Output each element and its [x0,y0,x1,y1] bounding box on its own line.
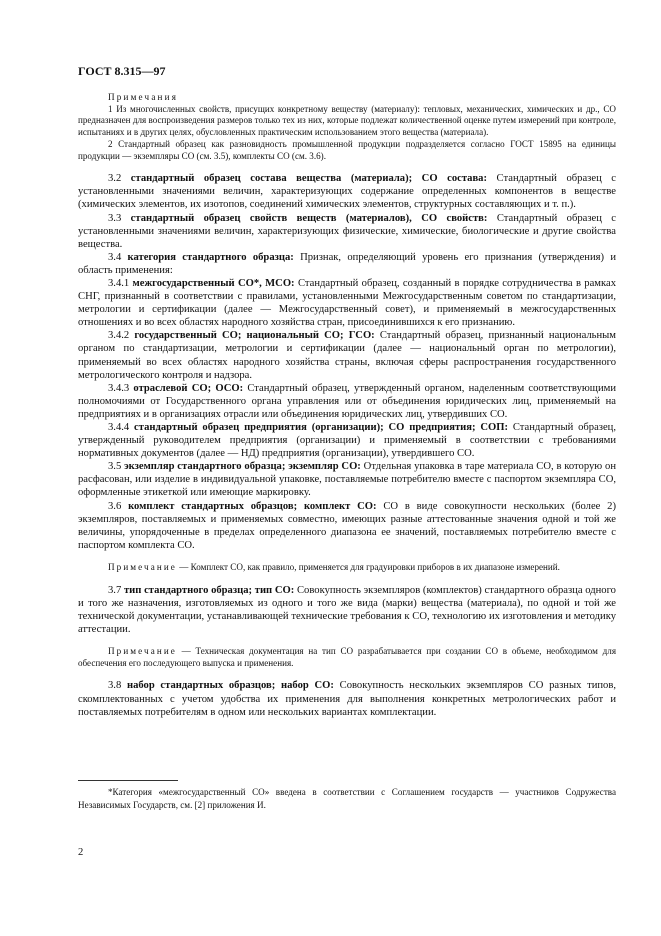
note-3-6: Примечание — Комплект СО, как правило, применяется для градуировки приборов в их диапазоне измерений. [108,561,560,572]
term-3-2: стандартный образец состава вещества (материала); СО состава: [130,173,487,185]
section-3-2: 3.2 стандартный образец состава вещества (материала); СО состава: Стандартный образец с установленными значениями величин, характеризующих содержание определенных компонентов в веществе (химических элементов, их изотопов, соединений химических элементов, структурных составляющих и т. п.). [78,173,616,211]
note-3-7: Примечание — Техническая документация на тип СО разрабатывается при создании СО в объеме, необходимом для обеспечения его последующего выпуска и применения. [78,646,616,668]
section-3-5: 3.5 экземпляр стандартного образца; экземпляр СО: Отдельная упаковка в таре материала СО, в которую он расфасован, или изделие в индивидуальной упаковке, поставляемые потребителю вместе с паспортом экземпляра СО, оформленные этикеткой или имеющие маркировку. [78,461,617,499]
footnote: *Категория «межгосударственный СО» введена в соответствии с Соглашением государств — участников Содружества Независимых Государств, см. [2] приложения И. [78,787,616,810]
term-3-7: тип стандартного образца; тип СО: [123,584,295,596]
term-3-4: категория стандартного образца: [127,251,294,263]
term-3-6: комплект стандартных образцов; комплект СО: [128,500,377,512]
note-label: Примечание [108,646,177,657]
section-3-4: 3.4 категория стандартного образца: Признак, определяющий уровень его признания (утверждения) и область применения: [78,251,616,276]
term-3-3: стандартный образец свойств веществ (материалов), СО свойств: [130,212,488,224]
note-label: Примечание [108,561,177,572]
section-3-6: 3.6 комплект стандартных образцов; комплект СО: СО в виде совокупности нескольких (более 2) экземпляров, поставляемых и применяемых совместно, имеющих разные аттестованные значения одной и той же величины, упорядоченные в пределах определенного диапазона ее значений, поставляемых потребителю вместе с паспортом комплекта СО. [78,500,617,551]
section-3-4-1: 3.4.1 межгосударственный СО*, МСО: Стандартный образец, созданный в порядке сотрудничества в рамках СНГ, признанный в соответствии с правилами, установленными Межгосударственным советом по стандартизации, метрологии и сертификации (далее — Межгосударственный совет), и применяемый в межгосударственных отношениях и во всех областях народного хозяйства стран, присоединившихся к его признанию. [78,277,616,329]
term-3-4-3: отраслевой СО; ОСО: [133,382,244,394]
page-number: 2 [78,847,84,858]
notes-heading: Примечания [108,92,179,102]
section-3-7: 3.7 тип стандартного образца; тип СО: Совокупность экземпляров (комплектов) стандартного образца одного и того же назначения, изготовляемых из одного и того же вида (марки) вещества (материала), по одной и той же технической документации, устанавливающей технические требования к СО, технологию их изготовления и методику аттестации. [78,584,616,635]
note-1: 1 Из многочисленных свойств, присущих конкретному веществу (материалу): тепловых, механических, химических и др., СО предназначен для воспроизведения размеров только тех из них, которые подлежат количественной оценке путем измерений при контроле, испытаниях и в других целях, обусловленных практическим использованием этого вещества (материала). [78,103,616,138]
term-3-4-4: стандартный образец предприятия (организации); СО предприятия; СОП: [134,422,509,433]
term-3-4-1: межгосударственный СО*, МСО: [132,277,295,289]
document-body [78,92,616,719]
section-3-3: 3.3 стандартный образец свойств веществ (материалов), СО свойств: Стандартный образец с установленными значениями величин, характеризующих физические, химические, биологические и другие свойства вещества. [78,212,617,250]
section-3-4-2: 3.4.2 государственный СО; национальный СО; ГСО: Стандартный образец, признанный национальным органом по стандартизации, метрологии и сертификации (далее — национальный орган по метрологии), применяемый во всех областях народного хозяйства страны, включая сферы распространения государственного метрологического контроля и надзора. [78,330,616,381]
term-3-5: экземпляр стандартного образца; экземпляр СО: [124,461,361,473]
note-2: 2 Стандартный образец как разновидность промышленной продукции подразделяется согласно ГОСТ 15895 на единицы продукции — экземпляры СО (см. 3.5), комплекты СО (см. 3.6). [78,138,616,161]
term-3-8: набор стандартных образцов; набор СО: [126,680,334,692]
term-3-4-2: государственный СО; национальный СО; ГСО: [134,330,375,342]
section-3-4-3: 3.4.3 отраслевой СО; ОСО: Стандартный образец, утвержденный органом, наделенным соответствующими полномочиями от Государственного органа управления или от объединения юридических лиц, применяемый на предприятиях и в организациях отрасли или объединения юридических лиц, утвердивших СО. [78,382,616,420]
document-header: ГОСТ 8.315—97 [78,64,166,78]
footnote-divider [78,780,178,781]
section-3-4-4: 3.4.4 стандартный образец предприятия (организации); СО предприятия; СОП: Стандартный образец, утвержденный руководителем предприятия (организации) и применяемый в соответствии с требованиями нормативных документов (далее — НД) предприятия (организации), утвердившего СО. [78,422,616,460]
section-3-8: 3.8 набор стандартных образцов; набор СО: Совокупность нескольких экземпляров СО разных типов, скомплектованных с учетом удобства их применения для выполнения конкретных метрологических работ и поставляемых потребителям в одном или нескольких вариантах комплектации. [78,680,617,718]
